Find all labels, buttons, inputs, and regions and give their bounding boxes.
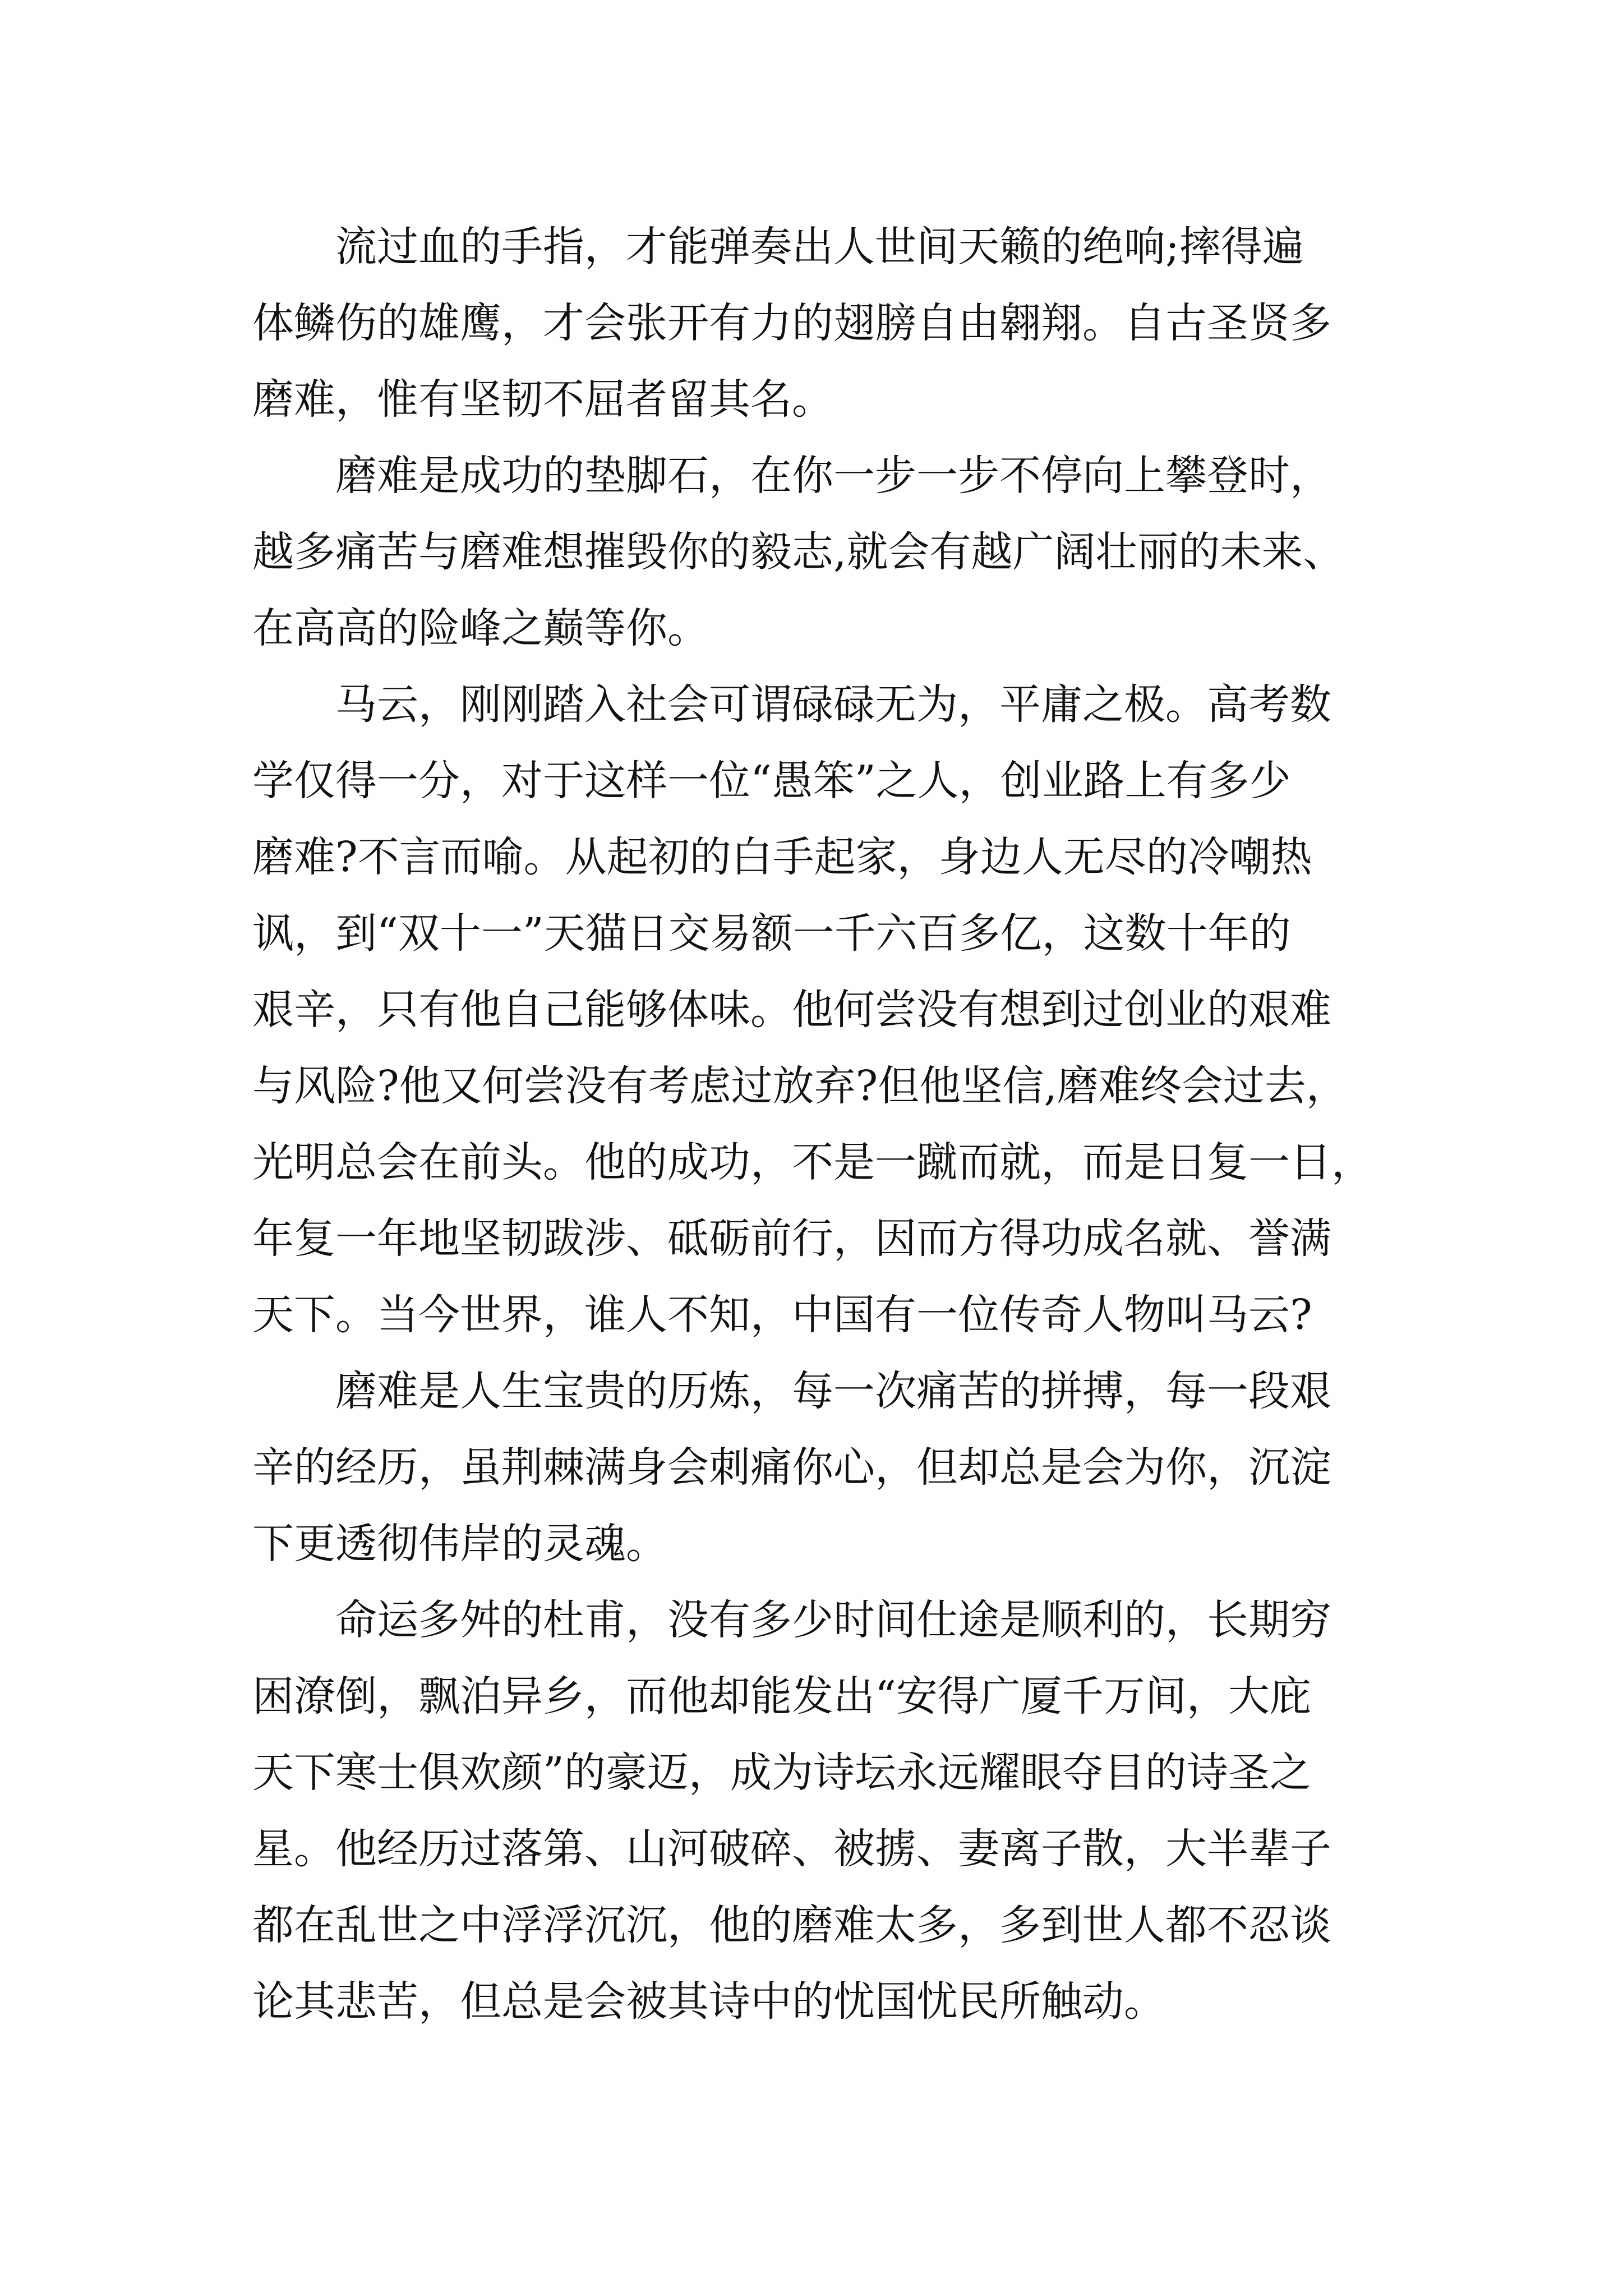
text-line: 体鳞伤的雄鹰，才会张开有力的翅膀自由翱翔。自古圣贤多: [252, 299, 1331, 347]
text-line: 年复一年地坚韧跋涉、砥砺前行，因而方得功成名就、誉满: [252, 1214, 1331, 1263]
text-line: 困潦倒，飘泊异乡，而他却能发出“安得广厦千万间，大庇: [252, 1672, 1311, 1720]
text-line: 磨难，惟有坚韧不屈者留其名。: [252, 375, 833, 424]
text-line: 光明总会在前头。他的成功，不是一蹴而就，而是日复一日，: [252, 1138, 1373, 1186]
paragraph-2: [252, 438, 1374, 666]
text-line: 艰辛，只有他自己能够体味。他何尝没有想到过创业的艰难: [252, 986, 1331, 1034]
text-line: 命运多舛的杜甫，没有多少时间仕途是顺利的，长期穷: [252, 1596, 1331, 1644]
paragraph-4: [252, 1353, 1374, 1582]
text-line: 越多痛苦与磨难想摧毁你的毅志,就会有越广阔壮丽的未来、: [252, 528, 1345, 576]
text-line: 磨难是人生宝贵的历炼，每一次痛苦的拼搏，每一段艰: [252, 1367, 1331, 1415]
document-body: [252, 209, 1374, 2040]
paragraph-5: [252, 1582, 1374, 2040]
text-line: 星。他经历过落第、山河破碎、被掳、妻离子散，大半辈子: [252, 1825, 1331, 1873]
paragraph-1: [252, 209, 1374, 438]
text-line: 磨难是成功的垫脚石，在你一步一步不停向上攀登时，: [252, 452, 1331, 500]
text-line: 天下寒士俱欢颜”的豪迈，成为诗坛永远耀眼夺目的诗圣之: [252, 1749, 1311, 1797]
text-line: 马云，刚刚踏入社会可谓碌碌无为，平庸之极。高考数: [252, 680, 1331, 729]
text-line: 讽，到“双十一”天猫日交易额一千六百多亿，这数十年的: [252, 909, 1291, 958]
text-line: 都在乱世之中浮浮沉沉，他的磨难太多，多到世人都不忍谈: [252, 1901, 1331, 1949]
paragraph-3: [252, 666, 1374, 1353]
text-line: 磨难?不言而喻。从起初的白手起家，身边人无尽的冷嘲热: [252, 833, 1312, 881]
text-line: 流过血的手指，才能弹奏出人世间天籁的绝响;摔得遍: [252, 223, 1304, 271]
text-line: 在高高的险峰之巅等你。: [252, 604, 709, 652]
text-line: 论其悲苦，但总是会被其诗中的忧国忧民所触动。: [252, 1977, 1165, 2026]
text-line: 学仅得一分，对于这样一位“愚笨”之人，创业路上有多少: [252, 757, 1291, 805]
text-line: 与风险?他又何尝没有考虑过放弃?但他坚信,磨难终会过去，: [252, 1062, 1348, 1110]
text-line: 辛的经历，虽荆棘满身会刺痛你心，但却总是会为你，沉淀: [252, 1443, 1331, 1492]
text-line: 天下。当今世界，谁人不知，中国有一位传奇人物叫马云?: [252, 1291, 1312, 1339]
text-line: 下更透彻伟岸的灵魂。: [252, 1520, 667, 1568]
